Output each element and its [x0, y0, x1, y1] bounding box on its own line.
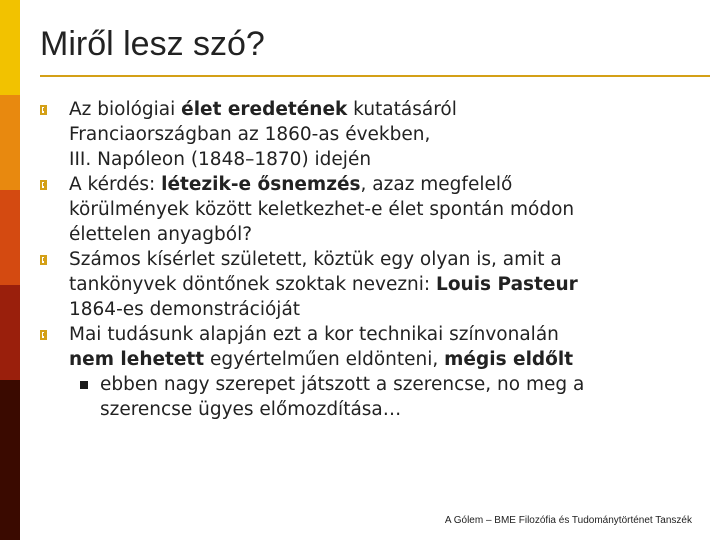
bullet-2-line-2: körülmények között keletkezhet-e élet spontán módon — [69, 199, 575, 220]
sub-bullet-line-1: ebben nagy szerepet játszott a szerencse, no meg a — [100, 374, 585, 395]
bullet-1-line-2: Franciaországban az 1860-as években, — [69, 124, 431, 145]
bullet-4-line-1: Mai tudásunk alapján ezt a kor technikai színvonalán — [69, 324, 559, 345]
bullet-3-line-2: tankönyvek döntőnek szoktak nevezni: Louis Pasteur — [69, 274, 578, 295]
side-bar-dark-red — [0, 285, 20, 380]
bullet-3-line-1: Számos kísérlet született, köztük egy olyan is, amit a — [69, 249, 562, 270]
sub-bullet-line-2: szerencse ügyes előmozdítása… — [100, 399, 402, 420]
bullet-icon — [40, 330, 47, 340]
square-bullet-icon — [80, 381, 88, 389]
side-bar-red — [0, 190, 20, 285]
bullet-item-1 — [40, 97, 700, 172]
bullet-4-line-2: nem lehetett egyértelműen eldönteni, mégis eldőlt — [69, 349, 574, 370]
decorative-side-bar — [0, 0, 20, 540]
bullet-icon — [40, 180, 47, 190]
bullet-item-3 — [40, 247, 700, 322]
bullet-item-4 — [40, 322, 700, 372]
bullet-1-line-3: III. Napóleon (1848–1870) idején — [69, 149, 372, 170]
slide-title: Miről lesz szó? — [40, 25, 265, 63]
bullet-2-line-1: A kérdés: létezik-e ősnemzés, azaz megfelelő — [69, 174, 513, 195]
side-bar-yellow — [0, 0, 20, 95]
bullet-icon — [40, 255, 47, 265]
slide-footer: A Gólem – BME Filozófia és Tudománytörténet Tanszék — [444, 515, 692, 526]
bullet-2-line-3: élettelen anyagból? — [69, 224, 253, 245]
bullet-list — [40, 97, 700, 422]
title-divider — [40, 75, 710, 77]
side-bar-brown — [0, 380, 20, 540]
bullet-3-line-3: 1864-es demonstrációját — [69, 299, 301, 320]
side-bar-orange — [0, 95, 20, 190]
bullet-icon — [40, 105, 47, 115]
sub-bullet-item — [40, 372, 700, 422]
bullet-1-line-1: Az biológiai élet eredetének kutatásáról — [69, 99, 457, 120]
bullet-item-2 — [40, 172, 700, 247]
